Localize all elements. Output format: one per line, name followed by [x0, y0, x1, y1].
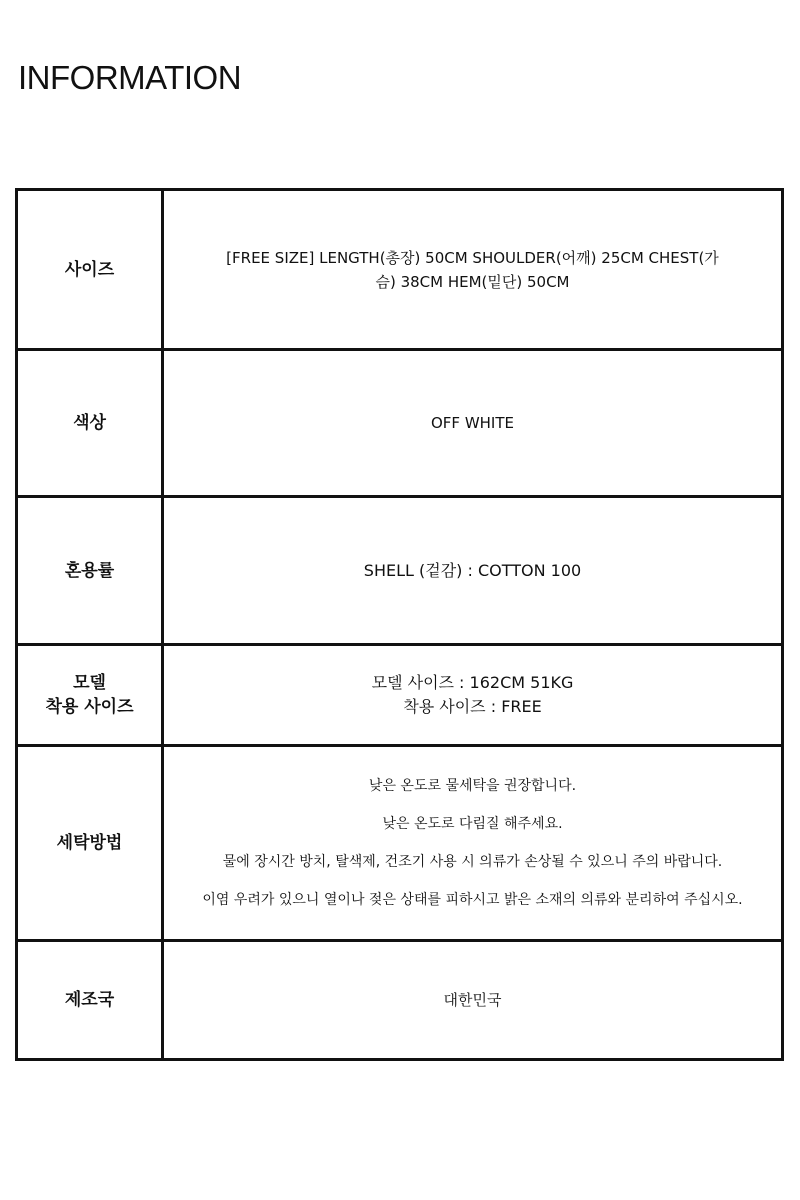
row-origin — [18, 942, 781, 1058]
material-value — [164, 498, 781, 643]
color-label-text: 색상 — [73, 413, 106, 433]
row-size — [18, 191, 781, 351]
care-instruction-3: 물에 장시간 방치, 탈색제, 건조기 사용 시 의류가 손상될 수 있으니 주의 바랍니다. — [222, 854, 723, 870]
material-label-text: 혼용률 — [64, 560, 115, 581]
row-color — [18, 351, 781, 498]
material-value-text: SHELL (겉감) : COTTON 100 — [363, 560, 582, 580]
row-material — [18, 498, 781, 646]
care-label-text: 세탁방법 — [56, 833, 123, 853]
size-value-line-1: [FREE SIZE] LENGTH(총장) 50CM SHOULDER(어깨) 25CM CHEST(가 — [226, 248, 719, 267]
care-instruction-4: 이염 우려가 있으니 열이나 젖은 상태를 피하시고 밝은 소재의 의류와 분리하여 주십시오. — [202, 892, 743, 908]
information-table — [15, 188, 784, 1061]
care-value — [164, 747, 781, 939]
model-size-label — [18, 646, 164, 744]
model-size-label-line-1: 모델 — [73, 673, 106, 693]
color-label — [18, 351, 164, 495]
origin-value — [164, 942, 781, 1058]
size-label-text: 사이즈 — [64, 259, 115, 280]
size-value-line-2: 슴) 38CM HEM(밑단) 50CM — [375, 272, 570, 291]
size-label — [18, 191, 164, 348]
model-size-value — [164, 646, 781, 744]
care-instruction-2: 낮은 온도로 다림질 해주세요. — [382, 816, 563, 832]
row-care — [18, 747, 781, 942]
origin-label — [18, 942, 164, 1058]
origin-label-text: 제조국 — [64, 990, 115, 1010]
model-size-label-line-2: 착용 사이즈 — [45, 697, 134, 717]
row-model-size — [18, 646, 781, 747]
model-size-value-line-2: 착용 사이즈 : FREE — [403, 697, 542, 716]
page-title: INFORMATION — [18, 59, 242, 96]
material-label — [18, 498, 164, 643]
care-label — [18, 747, 164, 939]
color-value-text: OFF WHITE — [430, 414, 514, 432]
origin-value-text: 대한민국 — [443, 991, 502, 1009]
model-size-value-line-1: 모델 사이즈 : 162CM 51KG — [371, 673, 574, 692]
color-value — [164, 351, 781, 495]
size-value — [164, 191, 781, 348]
care-instruction-1: 낮은 온도로 물세탁을 권장합니다. — [368, 778, 577, 794]
